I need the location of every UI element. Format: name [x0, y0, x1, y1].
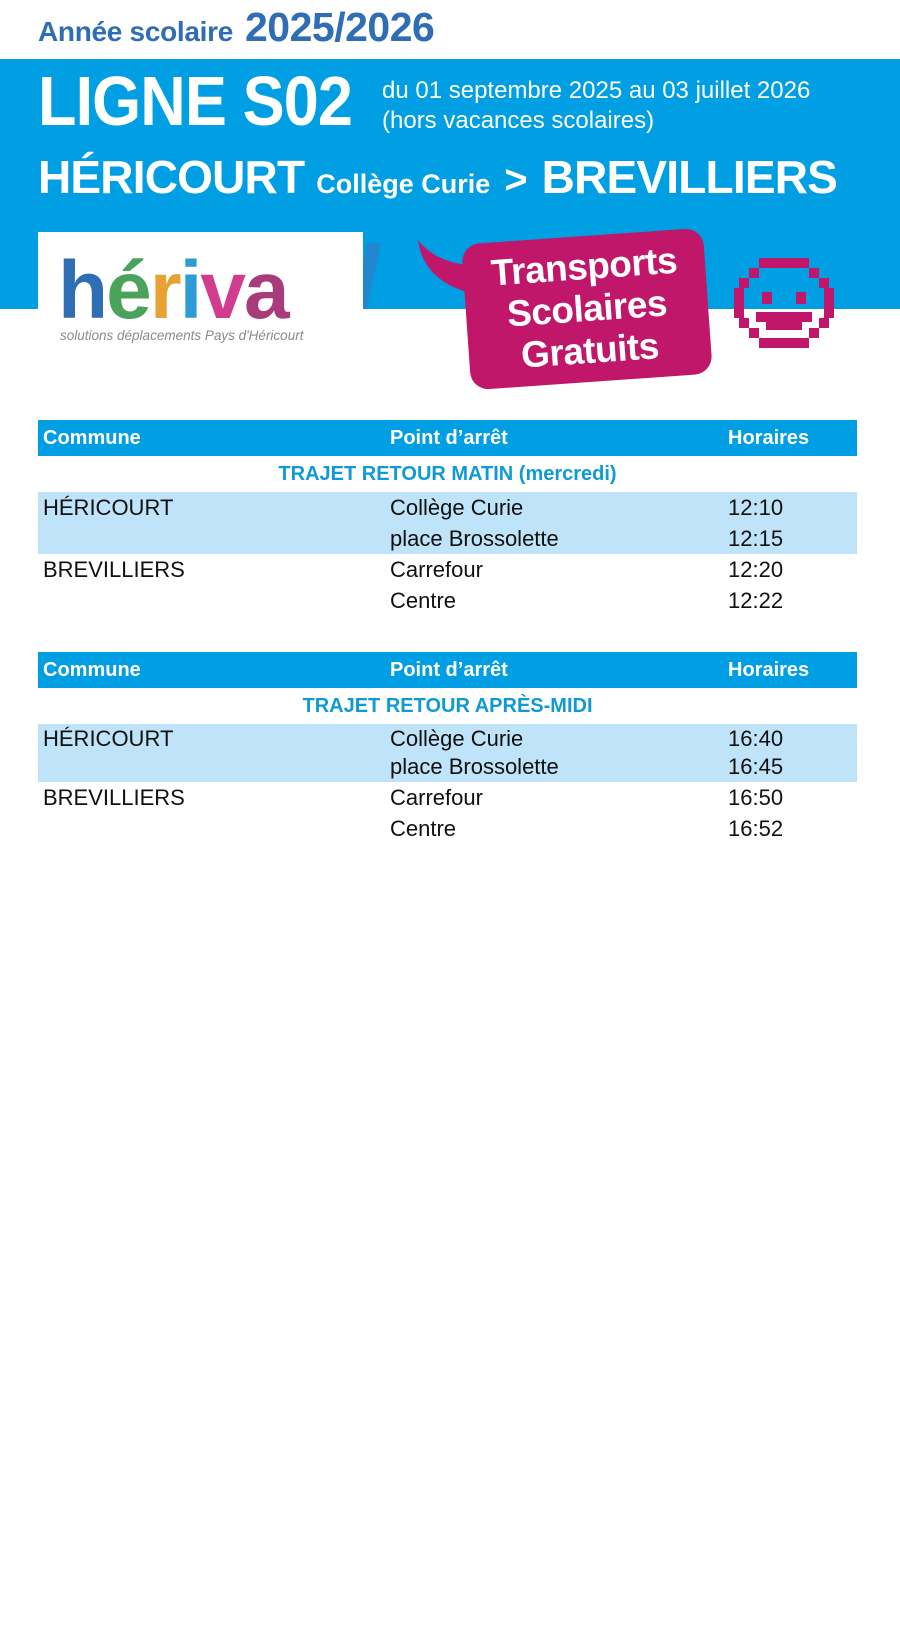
row-time: 16:40	[728, 726, 784, 751]
timetable-afternoon	[38, 652, 857, 844]
route-origin: HÉRICOURT	[38, 151, 305, 203]
header-stop: Point d’arrêt	[390, 659, 508, 681]
row-stop: place Brossolette	[390, 526, 559, 551]
header-times: Horaires	[728, 427, 810, 449]
row-commune: HÉRICOURT	[43, 495, 174, 520]
row-stop: Collège Curie	[390, 726, 524, 751]
table-row	[38, 813, 857, 844]
commune-group-hericourt	[38, 724, 857, 782]
row-time: 12:15	[728, 526, 784, 551]
header-times: Horaires	[728, 659, 810, 681]
school-year-label: Année scolaire	[38, 16, 233, 47]
trip-title: TRAJET RETOUR MATIN (mercredi)	[278, 463, 617, 485]
row-commune: BREVILLIERS	[43, 557, 185, 582]
row-stop: place Brossolette	[390, 754, 559, 779]
table-row	[38, 753, 857, 782]
row-stop: Collège Curie	[390, 495, 524, 520]
row-time: 12:10	[728, 495, 784, 520]
row-stop: Centre	[390, 588, 457, 613]
table-header	[38, 420, 857, 456]
trip-title: TRAJET RETOUR APRÈS-MIDI	[302, 695, 593, 717]
table-row	[38, 724, 857, 753]
route-arrow-icon: >	[504, 158, 528, 202]
table-row	[38, 554, 857, 585]
row-time: 16:52	[728, 816, 784, 841]
row-stop: Centre	[390, 816, 457, 841]
commune-group-brevilliers	[38, 554, 857, 616]
header-commune: Commune	[43, 659, 141, 681]
row-time: 16:50	[728, 785, 784, 810]
row-commune: BREVILLIERS	[43, 785, 185, 810]
badge-line-3: Gratuits	[519, 325, 661, 376]
service-period	[382, 76, 810, 136]
commune-group-brevilliers	[38, 782, 857, 844]
free-transport-badge	[414, 226, 714, 386]
heriva-logo-wordmark: hériva	[58, 245, 288, 336]
route-origin-stop: Collège Curie	[316, 169, 491, 199]
pixel-smiley-icon	[734, 258, 834, 350]
period-note: (hors vacances scolaires)	[382, 107, 655, 134]
row-stop: Carrefour	[390, 557, 483, 582]
heriva-logo-tagline: solutions déplacements Pays d'Héricourt	[60, 328, 304, 343]
speech-bubble	[461, 228, 713, 391]
route-title	[38, 150, 837, 204]
table-header	[38, 652, 857, 688]
badge-line-1: Transports	[489, 239, 679, 294]
period-dates: du 01 septembre 2025 au 03 juillet 2026	[382, 77, 811, 104]
row-time: 12:22	[728, 588, 784, 613]
row-commune: HÉRICOURT	[43, 726, 174, 751]
table-row	[38, 585, 857, 616]
row-stop: Carrefour	[390, 785, 483, 810]
badge-line-2: Scolaires	[505, 282, 669, 335]
table-row	[38, 492, 857, 523]
heriva-logo	[38, 232, 363, 354]
header-commune: Commune	[43, 427, 141, 449]
row-time: 12:20	[728, 557, 784, 582]
line-name: LIGNE S02	[38, 62, 353, 140]
row-time: 16:45	[728, 754, 784, 779]
commune-group-hericourt	[38, 492, 857, 554]
school-year-heading	[38, 4, 434, 58]
route-destination: BREVILLIERS	[541, 151, 837, 203]
school-year-value: 2025/2026	[245, 4, 435, 50]
header-stop: Point d’arrêt	[390, 427, 508, 449]
table-row	[38, 523, 857, 554]
timetable-morning	[38, 420, 857, 616]
table-row	[38, 782, 857, 813]
